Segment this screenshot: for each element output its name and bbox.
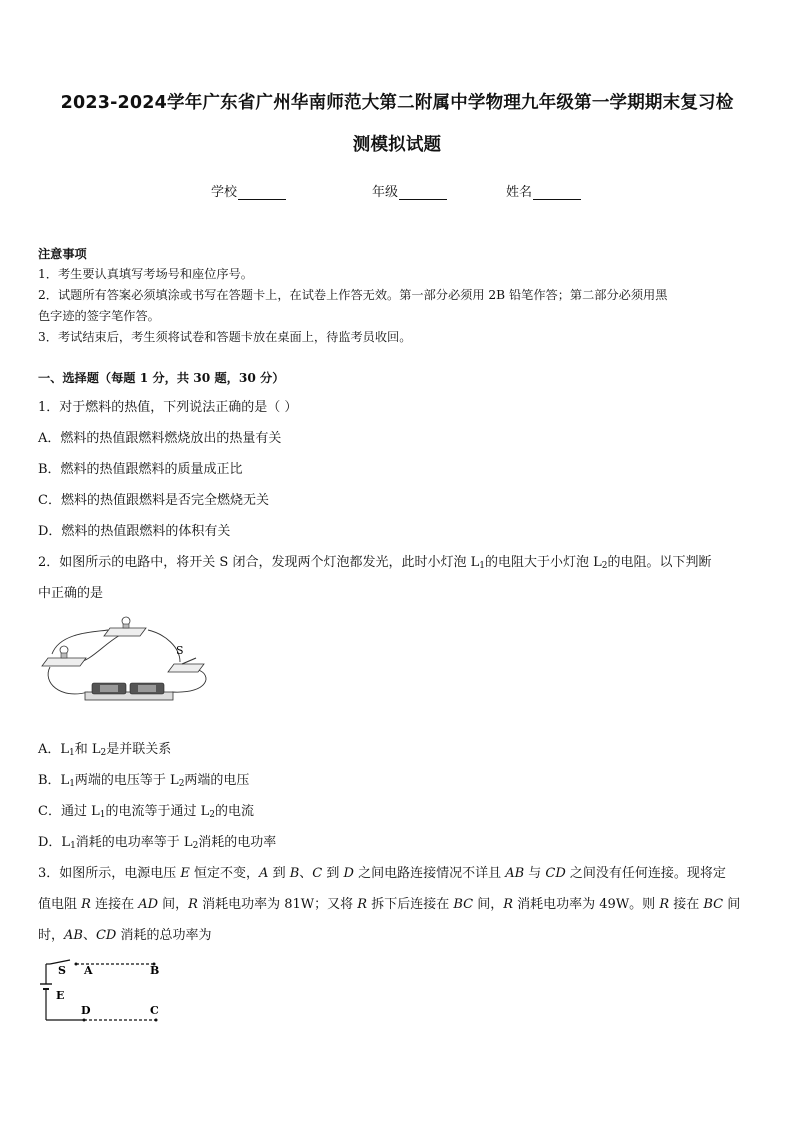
exam-title-line1: 2023-2024学年广东省广州华南师范大第二附属中学物理九年级第一学期期末复习检 [60, 93, 734, 113]
q2-stem-text: 的电阻。以下判断 [607, 555, 712, 570]
q1-option-a: A．燃料的热值跟燃料燃烧放出的热量有关 [38, 431, 282, 446]
q1-option-b: B．燃料的热值跟燃料的质量成正比 [38, 462, 243, 477]
q3-text: 到 [268, 866, 290, 881]
var-D: D [343, 866, 354, 881]
var-A: A [259, 866, 269, 881]
q2-option-a [38, 738, 171, 758]
switch-label: S [176, 644, 184, 657]
q3-text: 恒定不变， [189, 866, 260, 881]
q3-text: 之间电路连接情况不详且 [353, 866, 506, 881]
subscript: 1 [70, 841, 76, 851]
notice-item-1: 1．考生要认真填写考场号和座位序号。 [38, 267, 253, 281]
q3-text: 拆下后连接在 [367, 897, 454, 912]
q1-option-d: D．燃料的热值跟燃料的体积有关 [38, 524, 231, 539]
q2-c-text: C．通过 L [38, 804, 100, 819]
var-R: R [81, 897, 91, 912]
school-blank[interactable] [238, 186, 286, 200]
fig-label-S: S [58, 964, 66, 977]
q3-text: 接在 [669, 897, 704, 912]
q1-stem: 1．对于燃料的热值，下列说法正确的是（ ） [38, 400, 298, 415]
subscript: 1 [69, 779, 75, 789]
var-BC: BC [453, 897, 474, 912]
fig-label-A: A [84, 964, 93, 977]
q3-text: 消耗电功率为 81W；又将 [197, 897, 358, 912]
q2-stem-line1 [38, 551, 711, 571]
name-blank[interactable] [533, 186, 581, 200]
notice-item-2b: 色字迹的签字笔作答。 [38, 309, 160, 323]
subscript: 1 [69, 748, 75, 758]
var-R: R [188, 897, 198, 912]
subscript: 2 [192, 841, 199, 851]
q2-a-text: A．L [38, 742, 70, 757]
q3-text: 时， [38, 928, 65, 943]
fig-label-C: C [150, 1004, 159, 1017]
var-BC: BC [703, 897, 724, 912]
q2-d-text: 消耗的电功率等于 L [75, 835, 193, 850]
var-CD: CD [545, 866, 566, 881]
subscript: 1 [99, 810, 106, 820]
var-E: E [180, 866, 190, 881]
notice-item-3: 3．考试结束后，考生须将试卷和答题卡放在桌面上，待监考员收回。 [38, 330, 412, 344]
name-field[interactable] [506, 181, 581, 200]
subscript: 2 [209, 810, 215, 820]
q3-text: 连接在 [90, 897, 139, 912]
var-AB: AB [64, 928, 83, 943]
q2-b-text: 两端的电压 [184, 773, 250, 788]
grade-blank[interactable] [399, 186, 447, 200]
q3-text: 与 [524, 866, 546, 881]
section-heading: 一、选择题（每题 1 分，共 30 题，30 分） [38, 371, 285, 385]
subscript: 2 [100, 748, 107, 758]
var-CD: CD [95, 928, 117, 943]
q2-option-c [38, 800, 254, 820]
name-label: 姓名 [506, 185, 533, 200]
subscript: 2 [178, 779, 185, 789]
q2-c-text: 的电流等于通过 L [105, 804, 210, 819]
q3-line2 [38, 893, 740, 912]
q3-circuit-figure [36, 958, 166, 1026]
notice-item-2a: 2．试题所有答案必须填涂或书写在答题卡上，在试卷上作答无效。第一部分必须用 2B 铅笔作答；第二部分必须用黑 [38, 288, 668, 302]
q3-text: 值电阻 [38, 897, 82, 912]
q3-text: 到 [322, 866, 344, 881]
fig-label-E: E [56, 989, 65, 1002]
q3-line3 [38, 924, 212, 943]
subscript: 2 [601, 561, 608, 571]
grade-field[interactable] [372, 181, 447, 200]
q2-d-text: 消耗的电功率 [198, 835, 277, 850]
q3-line1 [38, 862, 726, 881]
q3-text: 、 [82, 928, 96, 943]
school-field[interactable] [211, 181, 286, 200]
q3-text: 之间没有任何连接。现将定 [565, 866, 726, 881]
q3-text: 间， [473, 897, 504, 912]
subscript: 1 [479, 561, 485, 571]
var-R: R [357, 897, 368, 912]
q2-stem-text: 2．如图所示的电路中，将开关 S 闭合，发现两个灯泡都发光，此时小灯泡 L [38, 555, 480, 570]
q3-text: 3．如图所示，电源电压 [38, 866, 181, 881]
var-B: B [289, 866, 300, 881]
q2-a-text: 是并联关系 [106, 742, 172, 757]
school-label: 学校 [211, 185, 238, 200]
q2-circuit-figure [40, 612, 220, 707]
notice-heading: 注意事项 [38, 247, 87, 261]
q2-option-b [38, 769, 249, 789]
q2-stem-text: 的电阻大于小灯泡 L [484, 555, 602, 570]
var-R: R [503, 897, 514, 912]
q2-a-text: 和 L [74, 742, 101, 757]
fig-label-D: D [81, 1004, 91, 1017]
grade-label: 年级 [372, 185, 399, 200]
q3-text: 消耗的总功率为 [116, 928, 212, 943]
q2-b-text: 两端的电压等于 L [74, 773, 179, 788]
q3-text: 间， [158, 897, 189, 912]
exam-title-line2: 测模拟试题 [352, 135, 442, 155]
q2-option-d [38, 831, 276, 851]
q3-text: 消耗电功率为 49W。则 [513, 897, 660, 912]
q1-option-c: C．燃料的热值跟燃料是否完全燃烧无关 [38, 493, 269, 508]
q2-c-text: 的电流 [214, 804, 254, 819]
var-R: R [659, 897, 670, 912]
q2-stem-line2: 中正确的是 [38, 586, 104, 601]
var-AD: AD [138, 897, 159, 912]
q2-d-text: D．L [38, 835, 71, 850]
fig-label-B: B [150, 964, 160, 977]
var-AB: AB [505, 866, 525, 881]
var-C: C [312, 866, 323, 881]
q3-text: 间 [723, 897, 741, 912]
q3-text: 、 [299, 866, 313, 881]
q2-b-text: B．L [38, 773, 70, 788]
